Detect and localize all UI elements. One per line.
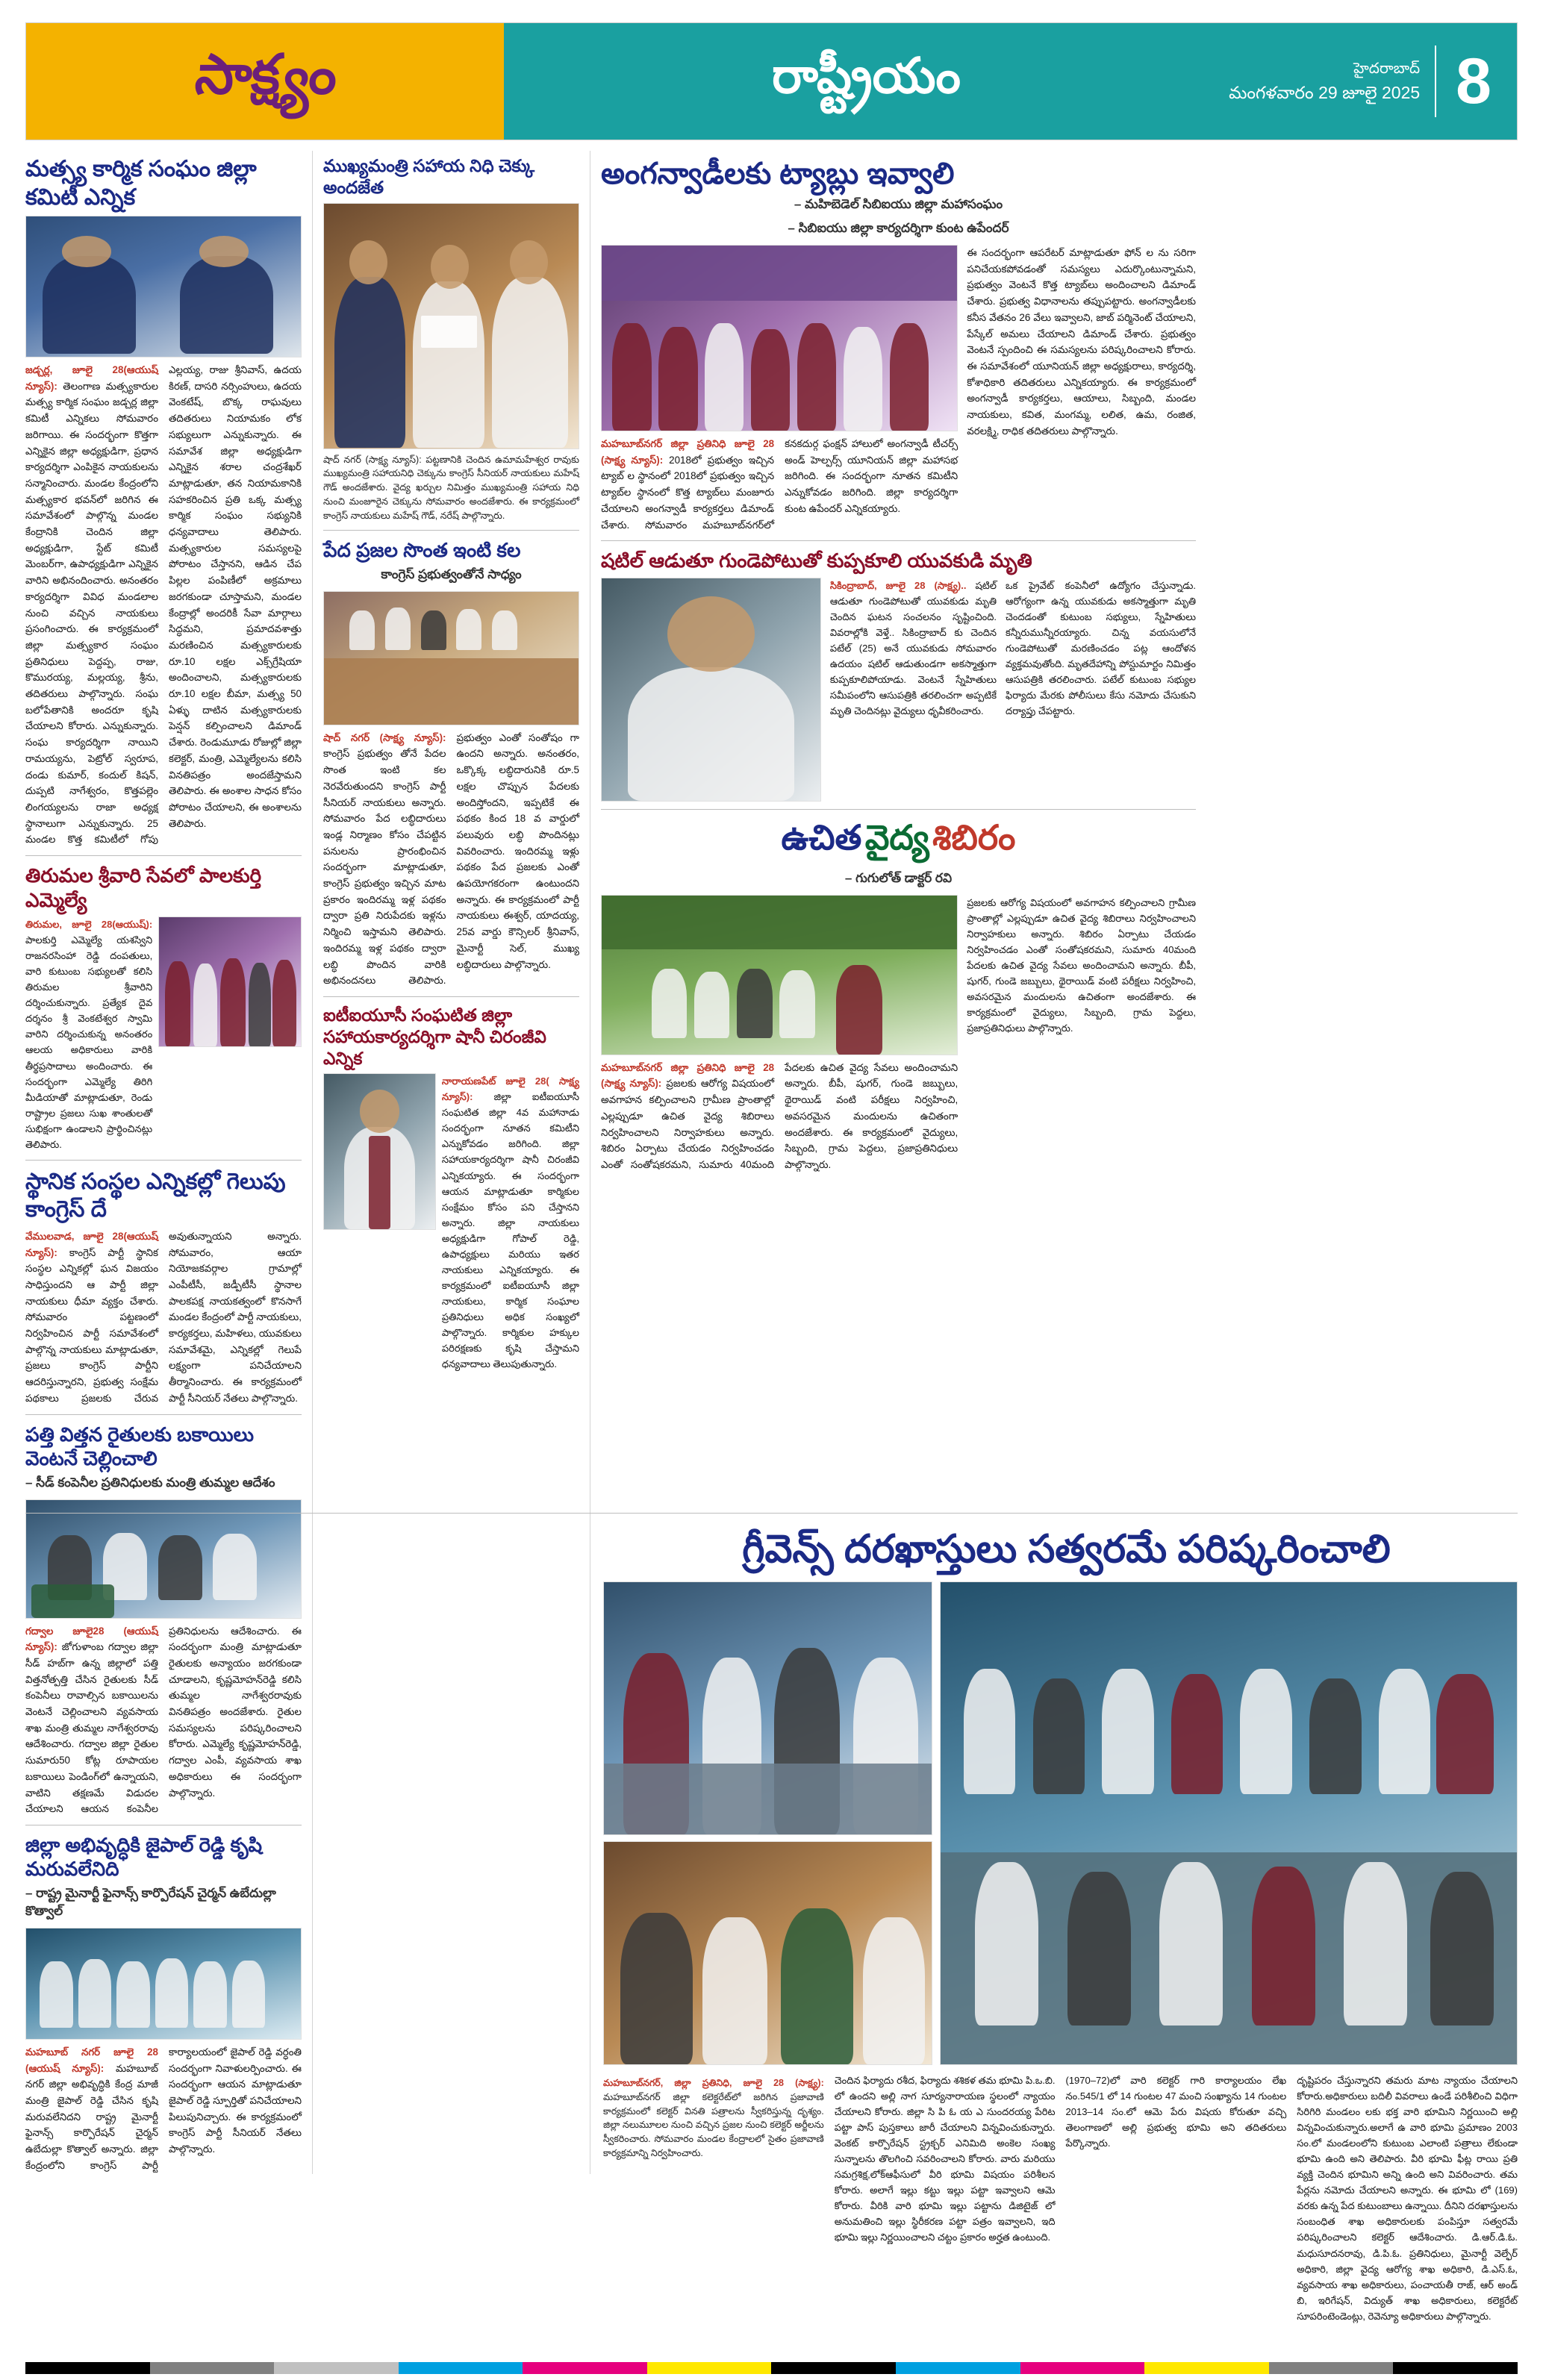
body-text-2: ఈ సందర్భంగా ఆపరేటర్ మాట్లాడుతూ ఫోన్ ల ను సరిగా పనిచేయకపోవడంతో సమస్యలు ఎదుర్కొంటున్నామని, ప్రభుత్వం వెంటనే కొత్త ట్యాబ్‌లు అందించాలని డిమాండ్ చేశారు. ప్రభుత్వ విధానాలను తప్పుపట్టారు. అంగన్వాడీలకు కనీస వేతనం 26 వేలు ఇవ్వాలని, జాబ్ పర్మినెంట్ చేయాలని, పేస్కేల్ అమలు చేయాలని డిమాండ్ చేశారు. ప్రభుత్వం వెంటనే స్పందించి ఈ సమస్యలను పరిష్కరించాలని కోరారు. ఈ సమావేశంలో యూనియన్ జిల్లా అధ్యక్షురాలు, కార్యదర్శి, కోశాధికారి తదితరులు ఎన్నికయ్యారు. ఈ కార్యక్రమంలో అంగన్వాడీ కార్యకర్తలు, ఆయాలు, సిబ్బంది, మండల నాయకులు, కవిత, మంగమ్మ, లలిత, ఉమ, రంజిత, వరలక్ష్మి, రాధిక తదితరులు పాల్గొన్నారు. [967,247,1196,437]
subheadline: – రాష్ట్ర మైనార్టీ ఫైనాన్స్ కార్పొరేషన్ చైర్మన్ ఉబేదుల్లా కొత్వాల్ [25,1885,276,1918]
photo-figures [602,896,957,1055]
dateline: వేములవాడ, జూలై 28(ఆయుష్ న్యూస్): [25,1230,158,1258]
body-part-1: తెలంగాణ మత్స్యకారుల మత్స్య కార్మిక సంఘం జడ్చర్ల జిల్లా కమిటీ ఎన్నికలు సోమవారం జరిగాయి. ఈ సందర్భంగా కొత్తగా ఎన్నికైన జిల్లా అధ్యక్షుడిగా, ప్రధాన కార్యదర్శిగా ఎంపికైన నాయకులను సన్మానించారు. మండల కేంద్రంలోని మత్స్యకార భవన్‌లో జరిగిన ఈ సమావేశంలో పాల్గొన్న మండల కేంద్రానికి చెందిన జిల్లా అధ్యక్షుడిగా, స్టేట్ కమిటీ మెంబర్‌గా, ఉపాధ్యక్షుడిగా ఎన్నికైన వారిని అభినందించారు. అనంతరం కార్యదర్శిగా వివిధ మండలాల నుంచి వచ్చిన నాయకులు ప్రసంగించారు. ఈ కార్యక్రమంలో జిల్లా మత్స్యకార సంఘం ప్రతినిధులు పెద్దప్ప, రాజు, కొమురయ్య, మల్లయ్య, శ్రీను, తదితరులు పాల్గొన్నారు. సంఘ బలోపేతానికి అందరూ కృషి చేయాలని కోరారు. [25,380,158,732]
headline: గ్రీవెన్స్ దరఖాస్తులు సత్వరమే పరిష్కరించాలి [742,1528,1391,1571]
color-swatch [25,2362,150,2374]
article-body [25,916,152,1152]
masthead-page-number: 8 [1456,45,1491,117]
photo-figures [602,246,957,431]
subheadline: – గుగులోత్ డాక్టర్ రవి [844,870,953,885]
article-photo-left [603,1581,932,1835]
dateline: జడ్చర్ల, జూలై 28(ఆయుష్ న్యూస్): [25,364,158,392]
article-photo [601,578,821,802]
photo-figures [26,216,301,357]
article-photo [601,245,958,431]
article-free-medical-camp [601,817,1196,1173]
article-fishermen-union [25,155,302,848]
body-text: జిల్లా ఐటీఐయూసీ సంఘటిత జిల్లా 4వ మహానాడు సందర్భంగా నూతన కమిటీని ఎన్నుకోవడం జరిగింది. జిల్లా సహాయకార్యదర్శిగా షానీ చిరంజీవి ఎన్నికయ్యారు. ఈ సందర్భంగా ఆయన మాట్లాడుతూ కార్మికుల సంక్షేమం కోసం పని చేస్తానని అన్నారు. జిల్లా నాయకులు అధ్యక్షుడిగా గోపాల్ రెడ్డి, ఉపాధ్యక్షులు మరియు ఇతర నాయకులు ఎన్నికయ్యారు. ఈ కార్యక్రమంలో ఐటీఐయూసీ జిల్లా నాయకులు, కార్మిక సంఘాల ప్రతినిధులు అధిక సంఖ్యలో పాల్గొన్నారు. కార్మికుల హక్కుల పరిరక్షణకు కృషి చేస్తామని ధన్యవాదాలు తెలుపుతున్నారు. [441,1091,579,1370]
article-photo-left-lower [603,1841,932,2065]
article-grievances [25,1513,1518,2324]
color-swatch [896,2362,1020,2374]
article-own-house-dream [323,538,579,989]
color-swatch [1393,2362,1518,2374]
article-photo [158,916,302,1047]
color-swatch [771,2362,896,2374]
masthead-meta [1229,23,1517,140]
headline: అంగన్వాడీలకు ట్యాబ్లు ఇవ్వాలి [601,157,955,190]
dateline: మహబూబ్‌నగర్ జిల్లా ప్రతినిధి జూలై 28 (సాక్ష్య న్యూస్): [601,1061,775,1090]
article-body-c1: చెందిన ఫిర్యాదు రశీద, ఫిర్యాదు శశికళ తమ భూమి పి.ఒ.బి. లో ఉందని అల్లి నాగ సూర్యనారాయణ స్థలంలో న్యాయం చేయాలని కోరారు. జిల్లా సి పి ఓ య ఎ సుందరయ్య పేరిట పట్టా పాస్ పుస్తకాలు జారీ చేయాలని విన్నవించుకున్నారు. వెంకట్ కార్పొరేషన్ స్ట్రక్చర్ ఎనిమిది అంకెల సంఖ్య సున్నాలను తొలగించి సవరించాలని కోరారు. వారు మరియు సమగ్రశిక్ష,లోక్ఆఫీసులో వీరి భూమి విషయం పరిశీలన కోరారు. అలాగే ఇల్లు కట్టు ఇల్లు పట్టా ఇవ్వాలని ఆమె కోరారు. వీరికి వారి భూమి ఇల్లు పట్టాను డిజిటైజ్ లో అనుమతించి ఇల్లు స్థిరీకరణ పట్టా పత్రం ఇవ్వాలని, ఇది భూమి ఇల్లు నిర్ణయించాలని చట్టం ప్రకారం అర్హత ఉంటుంది. [834,2075,1056,2243]
body-text-side: ప్రజలకు ఆరోగ్య విషయంలో అవగాహన కల్పించాలని గ్రామీణ ప్రాంతాల్లో ఎల్లప్పుడూ ఉచిత వైద్య శిబిరాలు నిర్వహించాలని నిర్వాహకులు అన్నారు. శిబిరం ఏర్పాటు చేయడం నిర్వహించడం ఎంతో సంతోషకరమని, సుమారు 40మంది పేదలకు ఉచిత వైద్య సేవలు అందించామని అన్నారు. బీపీ, షుగర్, గుండె జబ్బులు, థైరాయిడ్ వంటి పరీక్షలు నిర్వహించి, అవసరమైన మందులను ఉచితంగా అందజేశారు. ఈ కార్యక్రమంలో వైద్యులు, సిబ్బంది, గ్రామ పెద్దలు, ప్రజాప్రతినిధులు పాల్గొన్నారు. [967,896,1196,1034]
subheadline: – సీడ్ కంపెనీల ప్రతినిధులకు మంత్రి తుమ్మల ఆదేశం [25,1475,275,1490]
divider [601,809,1196,810]
color-swatch [1020,2362,1145,2374]
article-ituc-secretary [323,1005,579,1372]
masthead-section [504,23,1229,140]
dateline: మహబూబ్ నగర్ జూలై 28 (ఆయుష్ న్యూస్): [25,2046,158,2074]
body-text: 2018లో ప్రభుత్వం ఇచ్చిన ట్యాబ్ ల స్థానంలో 2018లో ప్రభుత్వం ఇచ్చిన ట్యాబ్‌ల స్థానంలో కొత్త ట్యాబ్‌లు మంజూరు చేయాలని అంగన్వాడీ కార్యకర్తలు డిమాండ్ చేశారు. సోమవారం మహబూబ్‌నగర్‌లో కనకదుర్గ ఫంక్షన్ హాలులో అంగన్వాడీ టీచర్స్ అండ్ హెల్పర్స్ యూనియన్ జిల్లా మహాసభ జరిగింది. ఈ సందర్భంగా నూతన కమిటీని ఎన్నుకోవడం జరిగింది. జిల్లా కార్యదర్శిగా కుంట ఉపేందర్ ఎన్నికయ్యారు. [601,438,958,531]
photo-figures [324,1074,435,1229]
dateline: తిరుమల, జూలై 28(ఆయుష్): [25,919,153,931]
article-shuttle-death [601,549,1196,802]
color-swatch [1144,2362,1269,2374]
headline: ఐటీఐయూసీ సంఘటిత జిల్లా సహాయకార్యదర్శిగా షానీ చిరంజీవి ఎన్నిక [323,1005,546,1068]
article-cm-relief-fund [323,155,579,522]
divider [601,540,1196,541]
headline: షటిల్ ఆడుతూ గుండెపోటుతో కుప్పకూలి యువకుడి మృతి [601,549,1032,572]
article-body [25,362,302,848]
photo-figures [159,917,301,1046]
masthead-logo [26,23,504,140]
masthead-date: మంగళవారం 29 జూలై 2025 [1229,82,1421,102]
body-text: మహబూబ్ నగర్ జిల్లా అభివృద్ధికి కేంద్ర మాజీ మంత్రి జైపాల్ రెడ్డి చేసిన కృషి మరువలేనిదని రాష్ట్ర మైనార్టీ ఫైనాన్స్ కార్పొరేషన్ చైర్మన్ ఉబేదుల్లా కొత్వాల్ అన్నారు. జిల్లా కేంద్రంలోని కాంగ్రెస్ పార్టీ కార్యాలయంలో జైపాల్ రెడ్డి వర్ధంతి సందర్భంగా నివాళులర్పించారు. ఈ సందర్భంగా ఆయన మాట్లాడుతూ జైపాల్ రెడ్డి స్పూర్తితో పనిచేయాలని పిలుపునిచ్చారు. ఈ కార్యక్రమంలో కాంగ్రెస్ పార్టీ సీనియర్ నేతలు పాల్గొన్నారు. [25,2046,302,2171]
article-body [442,1073,579,1372]
body-text: కాంగ్రెస్ పార్టీ స్థానిక సంస్థల ఎన్నికల్లో ఘన విజయం సాధిస్తుందని ఆ పార్టీ జిల్లా నాయకులు ధీమా వ్యక్తం చేశారు. సోమవారం పట్టణంలో నిర్వహించిన పార్టీ సమావేశంలో పాల్గొన్న నాయకులు మాట్లాడుతూ, ప్రజలు కాంగ్రెస్ పార్టీని ఆదరిస్తున్నారని, ప్రభుత్వ సంక్షేమ పథకాలు ప్రజలకు చేరువ అవుతున్నాయని అన్నారు. సోమవారం, ఆయా నియోజకవర్గాల గ్రామాల్లో ఎంపీటీసీ, జడ్పీటీసీ స్థానాల పాలకపక్ష నాయకత్వంలో కొనసాగే మండల కేంద్రంలో పార్టీ నాయకులు, కార్యకర్తలు, మహిళలు, యువకులు సమావేశమై, ఎన్నికల్లో గెలుపే లక్ష్యంగా పనిచేయాలని తీర్మానించారు. ఈ కార్యక్రమంలో పార్టీ సీనియర్ నేతలు పాల్గొన్నారు. [25,1230,302,1404]
color-calibration-bar [25,2362,1518,2374]
masthead-section-name: రాష్ట్రీయం [772,47,961,103]
article-anganwadi-tabs [601,155,1196,533]
photo-figures [604,1582,932,1834]
headline-part-1: ఉచిత [781,817,862,857]
article-photo [25,216,302,357]
photo-figures [324,592,579,725]
article-photo [323,591,579,725]
headline: జిల్లా అభివృద్ధికి జైపాల్ రెడ్డి కృషి మరువలేనిది [25,1833,263,1881]
article-local-body-elections [25,1168,302,1407]
photo-caption [603,2076,824,2161]
subheadline-1: – మహిబెడెల్ సిబిఐయు జిల్లా మహాసంఘం [794,197,1003,211]
article-body [323,730,579,989]
dateline: షాద్ నగర్ (సాక్ష్య న్యూస్): [323,731,446,743]
masthead-divider [1435,46,1436,117]
color-swatch [274,2362,399,2374]
masthead-logo-text: సాక్ష్యం [193,43,338,105]
headline-part-2: వైద్య [864,817,929,857]
body-part-2: ఎన్నుకున్నారు. సంఘ కార్యదర్శిగా నాయిని రామయ్యను, పెట్రోల్ స్వరూప, దండు కుమార్, కందుల్ కిషన్, దుప్పటి నాగేశ్వరం, కొత్తపల్లెం లింగయ్యలను రాజా అధ్యక్ష స్థానాలుగా ఎన్నుకున్నారు. 25 మండల కొత్త కమిటీలో గోపు ఎల్లయ్య, రాజు శ్రీనివాస్, ఉదయ కిరణ్, దాసరి నర్సింహులు, ఉదయ వెంకటేష్, బొక్క రాఘవులు తదితరులు నియామకం లోక సభ్యులుగా ఎన్నుకున్నారు. ఈ సమావేశ జిల్లా అధ్యక్షుడిగా ఎన్నికైన శరాల చంద్రశేఖర్ మాట్లాడుతూ, తన నియామకానికి సహకరించిన ప్రతి ఒక్క మత్స్య కార్మిక సంఘం సభ్యునికి ధన్యవాదాలు తెలిపారు. మత్స్యకారుల సమస్యలపై పోరాటం చేస్తానని, ఆడిన చేప పిల్లల పంపిణీలో అక్రమాలు జరగకుండా చూస్తామని, మండల కేంద్రాల్లో అందరికీ సేవా మార్గాలు సిద్ధమని, ప్రమాదవశాత్తు మరణించిన మత్స్యకారులకు రూ.10 లక్షల ఎక్స్‌గ్రేషియా అందించాలని, మత్స్యకారులకు రూ.10 లక్షల బీమా, మత్స్య 50 ఏళ్ళు దాటిన మత్స్యకారులకు పెన్షన్ కల్పించాలని డిమాండ్ చేశారు. రెండుమూడు రోజుల్లో జిల్లా కలెక్టర్, మంత్రి, ఎమ్మెల్యేలను కలిసి వినతిపత్రం అందజేస్తామని తెలిపారు. ఈ అంశాల సాధన కోసం పోరాటం చేయాలని, ఈ అంశాలను తెలిపారు. [25,364,302,846]
body-text: ప్రజలకు ఆరోగ్య విషయంలో అవగాహన కల్పించాలని గ్రామీణ ప్రాంతాల్లో ఎల్లప్పుడూ ఉచిత వైద్య శిబిరాలు నిర్వహించాలని నిర్వాహకులు అన్నారు. శిబిరం ఏర్పాటు చేయడం నిర్వహించడం ఎంతో సంతోషకరమని, సుమారు 40మంది పేదలకు ఉచిత వైద్య సేవలు అందించామని అన్నారు. బీపీ, షుగర్, గుండె జబ్బులు, థైరాయిడ్ వంటి పరీక్షలు నిర్వహించి, అవసరమైన మందులను ఉచితంగా అందజేశారు. ఈ కార్యక్రమంలో వైద్యులు, సిబ్బంది, గ్రామ పెద్దలు, ప్రజాప్రతినిధులు పాల్గొన్నారు. [601,1061,958,1170]
masthead-dateblock [1229,57,1420,106]
divider [25,1414,302,1415]
masthead-city: హైదరాబాద్ [1353,60,1421,77]
article-photo [323,1073,436,1230]
article-photo-right [940,1581,1518,2065]
dateline: నారాయణపేట్ జూలై 28( సాక్ష్య న్యూస్): [441,1075,579,1103]
divider [323,530,579,531]
dateline: మహబూబ్‌నగర్, జిల్లా ప్రతినిధి, జూలై 28 (సాక్ష్య): [603,2078,824,2088]
divider [25,855,302,856]
banner-headline [601,817,1196,866]
article-body [25,1228,302,1407]
article-body [601,1060,958,1173]
article-body-c3: దృష్టిపరం చేస్తున్నారని తమరు మాట న్యాయం చేయాలని కోరారు.అధికారులు బదిలీ వివరాలు ఉండే పరిశీలించి విధిగా సిరిగిరి మండలం లకు భక్త వారి భూమిని నిర్ణయించి అల్లి విన్నవించుకున్నారు.అలాగే ఉ వారి భూమి ప్రమాణం 2003 సం.లో మండలంలోని కుటుంబ ఎలాంటి పత్రాలు లేకుండా భూమి ఉంది అని తెలిపారు. వీరి భూమి ఫీట్ల రాయి ప్రతి వ్యక్తి చెందిన భూమిని అన్ని ఉంది అని వివరించారు. తమ పేర్లను నమోదు చేయాలని అన్నారు. ఈ భూమి లో (169) వరకు ఉన్న పేద కుటుంబాలు ఉన్నాయి. దీనిని దరఖాస్తులను సంబంధిత శాఖ అధికారులకు పంపిస్తూ సత్వరమే పరిష్కరించాలని కలెక్టర్ ఆదేశించారు. డి.ఆర్.డి.ఓ. మధుసూదనరావు, డి.పి.ఓ. ప్రతినిధులు, మైనార్టీ వెల్ఫేర్ అధికారి, జిల్లా వైద్య ఆరోగ్య శాఖ అధికారి, డి.ఎస్.ఓ, వ్యవసాయ శాఖ అధికారులు, పంచాయతీ రాజ్, ఆర్ అండ్ బి, ఇరిగేషన్, విద్యుత్ శాఖ అధికారులు, కలెక్టరేట్ సూపరింటెండెంట్లు, రెవెన్యూ అధికారులు పాల్గొన్నారు. [1297,2075,1518,2322]
dateline: మహబూబ్‌నగర్ జిల్లా ప్రతినిధి జూలై 28 (సాక్ష్య న్యూస్): [601,438,775,466]
color-swatch [523,2362,647,2374]
headline-part-3: శిబిరం [932,817,1016,857]
caption-text: మహబూబ్‌నగర్ జిల్లా కలెక్టరేట్‌లో జరిగిన ప్రజావాణి కార్యక్రమంలో కలెక్టర్ వినతి పత్రాలను స్వీకరిస్తున్న దృశ్యం. జిల్లా నలుమూలల నుంచి వచ్చిన ప్రజల నుంచి కలెక్టర్ అర్జీలను స్వీకరించారు. సోమవారం మండల కేంద్రాలలో సైతం ప్రజావాణి కార్యక్రమాన్ని నిర్వహించారు. [603,2091,824,2158]
color-swatch [647,2362,772,2374]
article-photo [601,895,958,1055]
divider [25,1160,302,1161]
body-text: కాంగ్రెస్ ప్రభుత్వం తోనే పేదల సొంత ఇంటి కల నెరవేరుతుందని కాంగ్రెస్ పార్టీ సీనియర్ నాయకులు అన్నారు. సోమవారం పేద లబ్ధిదారులు ఇండ్ల నిర్మాణం కోసం చేపట్టిన పనులను ప్రారంభించిన సందర్భంగా మాట్లాడుతూ, కాంగ్రెస్ ప్రభుత్వం ఇచ్చిన మాట ప్రకారం ఇందిరమ్మ ఇళ్ల పథకం ద్వారా ప్రతి నిరుపేదకు ఇళ్లను నిర్మించి ఇస్తామని తెలిపారు. ఇందిరమ్మ ఇళ్ల పథకం ద్వారా లబ్ధి పొందిన వారికి అభినందనలు తెలిపారు. ప్రభుత్వం ఎంతో సంతోషం గా ఉందని అన్నారు. అనంతరం, ఒక్కొక్క లబ్ధిదారునికి రూ.5 లక్షల చొప్పున పేదలకు అందిస్తోందని, ఇప్పటికే ఈ పథకం కింద 18 వ వార్డులో పలువురు లబ్ధి పొందినట్లు వివరించారు. ఇందిరమ్మ ఇళ్లు పథకం పేద ప్రజలకు ఎంతో ఉపయోగకరంగా ఉంటుందని అన్నారు. ఈ కార్యక్రమంలో పార్టీ నాయకులు ఈశ్వర్, యాదయ్య, 25వ వార్డు కౌన్సిలర్ శ్రీనివాస్, మైనార్టీ సెల్, ముఖ్య లబ్ధిదారులు పాల్గొన్నారు. [323,731,579,987]
headline: తిరుమల శ్రీవారి సేవలో పాలకుర్తి ఎమ్మెల్యే [25,864,262,911]
article-body-continued [1006,578,1196,719]
color-swatch [399,2362,523,2374]
masthead [25,22,1518,140]
headline: పత్తి విత్తన రైతులకు బకాయిలు వెంటనే చెల్లించాలి [25,1422,255,1470]
headline: పేద ప్రజల సొంత ఇంటి కల [323,539,521,562]
headline: ముఖ్యమంత్రి సహాయ నిధి చెక్కు అందజేత [323,156,535,197]
body-text-2: ఒక ప్రైవేట్ కంపెనీలో ఉద్యోగం చేస్తున్నాడు. ఆరోగ్యంగా ఉన్న యువకుడు అకస్మాత్తుగా మృతి చెందడంతో కుటుంబ సభ్యులు, స్నేహితులు కన్నీరుమున్నీరయ్యారు. చిన్న వయసులోనే గుండెపోటుతో మరణించడం పట్ల ఆందోళన వ్యక్తమవుతోంది. మృతదేహాన్ని పోస్టుమార్టం నిమిత్తం ఆసుపత్రికి తరలించారు. పటేల్ కుటుంబ సభ్యుల ఫిర్యాదు మేరకు పోలీసులు కేసు నమోదు చేసుకుని దర్యాప్తు చేపట్టారు. [1006,579,1196,717]
article-body-continued [967,245,1196,439]
article-body [830,578,997,719]
photo-figures [941,1582,1517,2064]
dateline: గద్వాల జూలై28 (ఆయుష్ న్యూస్): [25,1625,158,1653]
article-tirumala-mla [25,863,302,1152]
headline: మత్స్య కార్మిక సంఘం జిల్లా కమిటీ ఎన్నిక [25,157,257,210]
photo-figures [602,578,820,801]
body-text: పాలకుర్తి ఎమ్మెల్యే యశస్విని రాజనరసింహా రెడ్డి దంపతులు, వారి కుటుంబ సభ్యులతో కలిసి తిరుమల శ్రీవారిని దర్శించుకున్నారు. ప్రత్యేక దైవ దర్శనం శ్రీ వెంకటేశ్వర స్వామి వారిని దర్శించుకున్న అనంతరం ఆలయ అధికారులు వారికి తీర్థప్రసాదాలు అందించారు. ఈ సందర్భంగా ఎమ్మెల్యే తిరిగి మీడియాతో మాట్లాడుతూ, రెండు రాష్ట్రాల ప్రజలు సుఖ శాంతులతో సుభిక్షంగా ఉండాలని ప్రార్థించినట్లు తెలిపారు. [25,934,153,1150]
article-body-side [967,895,1196,1036]
article-photo [323,203,579,449]
body-text: షటిల్ ఆడుతూ గుండెపోటుతో యువకుడు మృతి చెందిన ఘటన సంచలనం సృష్టించింది. వివరాల్లోకి వెళ్తే.. సికింద్రాబాద్ కు చెందిన పటేల్ (25) అనే యువకుడు సోమవారం ఉదయం షటిల్ ఆడుతుండగా అకస్మాత్తుగా కుప్పకూలిపోయాడు. వెంటనే స్నేహితులు సమీపంలోని ఆసుపత్రికి తరలించగా అప్పటికే మృతి చెందినట్లు వైద్యులు ధృవీకరించారు. [829,579,997,717]
subheadline-2: – సిబిఐయు జిల్లా కార్యదర్శిగా కుంట ఉపేందర్ [788,221,1009,235]
article-body-c2: (1970–72)లో వారి కలెక్టర్ గారి కార్యాలయం లేఖ నం.545/1 లో 14 గుంటల 47 మంచి సంఖ్యాను 14 గుంటల 2013–14 సం.లో ఆమె పేరు విషయ కోరుతూ వచ్చి తెలంగాణలో అల్లి ప్రభుత్వ భూమి అని తదితరులు పేర్కొన్నారు. [1065,2075,1287,2149]
photo-figures [324,204,579,449]
divider [323,996,579,997]
color-swatch [150,2362,275,2374]
body-text: జోగుళాంబ గద్వాల జిల్లా సీడ్ హబ్‌గా ఉన్న జిల్లాలో పత్తి విత్తనోత్పత్తి చేసిన రైతులకు సీడ్ కంపెనీలు రావాల్సిన బకాయిలను వెంటనే చెల్లించాలని వ్యవసాయ శాఖ మంత్రి తుమ్మల నాగేశ్వరరావు ఆదేశించారు. గద్వాల జిల్లా రైతుల సుమారు50 కోట్ల రూపాయల బకాయిలు పెండింగ్‌లో ఉన్నాయని, వాటిని తక్షణమే విడుదల చేయాలని ఆయన కంపెనీల ప్రతినిధులను ఆదేశించారు. ఈ సందర్భంగా మంత్రి మాట్లాడుతూ రైతులకు అన్యాయం జరగకుండా చూడాలని, కృష్ణమోహన్‌రెడ్డి కలిసి తుమ్మల నాగేశ్వరరావుకు వినతిపత్రం అందజేశారు. రైతుల సమస్యలను పరిష్కరించాలని కోరారు. ఎమ్మెల్యే కృష్ణమోహన్‌రెడ్డి, గద్వాల ఎంపీ, వ్యవసాయ శాఖ అధికారులు ఈ సందర్భంగా పాల్గొన్నారు. [25,1625,302,1815]
article-body [601,436,958,533]
color-swatch [1269,2362,1394,2374]
dateline: సికింద్రాబాద్, జూలై 28 (సాక్ష్య).. [829,579,967,591]
photo-caption: షాద్ నగర్ (సాక్ష్య న్యూస్): పట్టణానికి చెందిన ఉమామహేశ్వర రావుకు ముఖ్యమంత్రి సహాయనిధి చెక్కును కాంగ్రెస్ సీనియర్ నాయకులు మహేష్ గౌడ్ అందజేశారు. వైద్య ఖర్చుల నిమిత్తం ముఖ్యమంత్రి సహాయ నిధి నుంచి మంజూరైన చెక్కును సోమవారం అందజేశారు. ఈ కార్యక్రమంలో కాంగ్రెస్ నాయకులు మహేష్ గౌడ్, నరేష్ పాల్గొన్నారు. [323,454,579,521]
subheadline: కాంగ్రెస్ ప్రభుత్వంతోనే సాధ్యం [381,566,522,581]
photo-figures [604,1842,932,2064]
headline: స్థానిక సంస్థల ఎన్నికల్లో గెలుపు కాంగ్రెస్ దే [25,1169,286,1222]
